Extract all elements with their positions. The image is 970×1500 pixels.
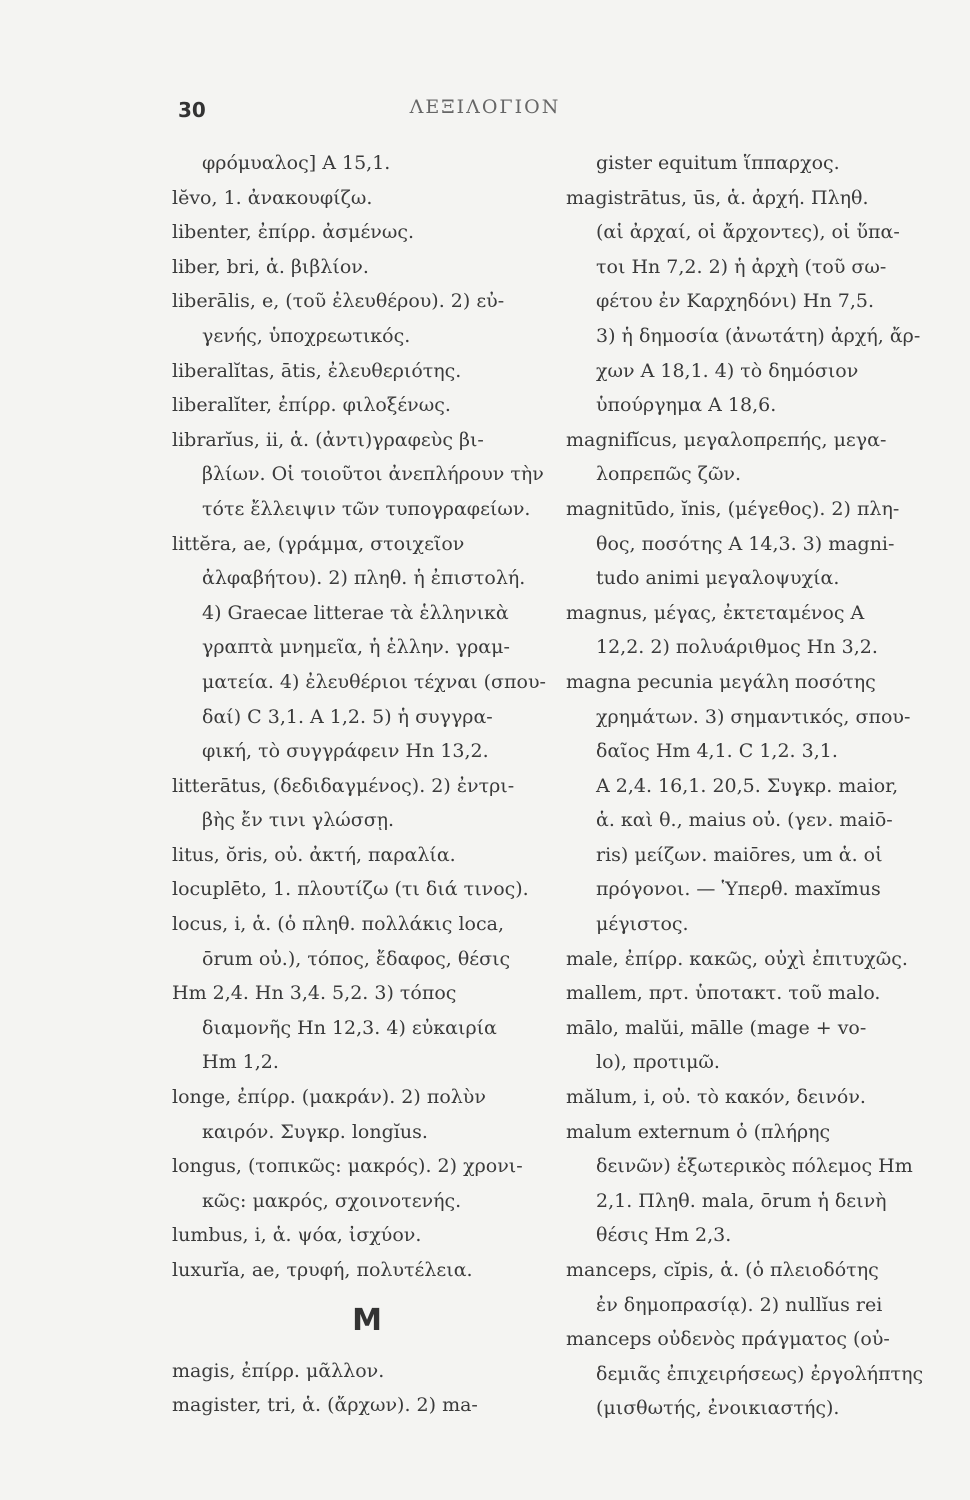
dictionary-line: gister equitum ἵππαρχος.: [596, 152, 840, 174]
dictionary-line: liberalĭter, ἐπίρρ. φιλοξένως.: [172, 394, 451, 417]
page-number: 30: [178, 98, 206, 122]
dictionary-line: liber, bri, ἁ. βιβλίον.: [172, 255, 369, 278]
dictionary-line: ματεία. 4) ἐλευθέριοι τέχναι (σπου-: [202, 670, 546, 693]
dictionary-line: locus, i, ἁ. (ὁ πληθ. πολλάκις loca,: [172, 913, 504, 936]
left-column: [172, 146, 567, 1423]
dictionary-line: manceps οὐδενὸς πράγματος (οὐ-: [566, 1328, 890, 1351]
dictionary-line: manceps, cĭpis, ἁ. (ὁ πλειοδότης: [566, 1259, 879, 1281]
dictionary-line: δεινῶν) ἐξωτερικὸς πόλεμος Hm: [596, 1155, 913, 1178]
dictionary-line: μέγιστος.: [596, 913, 689, 936]
dictionary-line: τοι Hn 7,2. 2) ἡ ἀρχὴ (τοῦ σω-: [596, 255, 887, 278]
dictionary-line: 12,2. 2) πολυάριθμος Hn 3,2.: [596, 636, 878, 659]
dictionary-line: liberālis, e, (τοῦ ἐλευθέρου). 2) εὐ-: [172, 290, 505, 313]
dictionary-line: λοπρεπῶς ζῶν.: [596, 463, 742, 486]
dictionary-line: καιρόν. Συγκρ. longĭus.: [202, 1120, 428, 1143]
dictionary-line: τότε ἔλλειψιν τῶν τυπογραφείων.: [202, 497, 531, 520]
dictionary-line: χων A 18,1. 4) τὸ δημόσιον: [596, 359, 859, 382]
section-letter: M: [352, 1302, 382, 1338]
right-column: [566, 146, 966, 1426]
dictionary-line: magistrātus, ūs, ἁ. ἀρχή. Πληθ.: [566, 186, 869, 209]
dictionary-line: magna pecunia μεγάλη ποσότης: [566, 670, 876, 693]
dictionary-line: ris) μείζων. maiōres, um ἁ. οἱ: [596, 843, 883, 866]
dictionary-line: liberalĭtas, ātis, ἐλευθεριότης.: [172, 359, 462, 382]
dictionary-line: male, ἐπίρρ. κακῶς, οὐχὶ ἐπιτυχῶς.: [566, 947, 908, 970]
dictionary-line: 2,1. Πληθ. mala, ōrum ἡ δεινὴ: [596, 1189, 887, 1212]
dictionary-line: libenter, ἐπίρρ. ἀσμένως.: [172, 221, 415, 244]
dictionary-line: Hm 1,2.: [202, 1051, 279, 1074]
dictionary-line: 3) ἡ δημοσία (ἀνωτάτη) ἀρχή, ἄρ-: [596, 324, 921, 347]
dictionary-line: ἀλφαβήτου). 2) πληθ. ἡ ἐπιστολή.: [202, 567, 526, 590]
dictionary-line: magnus, μέγας, ἐκτεταμένος A: [566, 601, 865, 624]
left-entries-before: [172, 146, 567, 1288]
dictionary-line: (αἱ ἀρχαί, οἱ ἄρχοντες), οἱ ὕπα-: [596, 221, 900, 244]
dictionary-line: magnitūdo, ĭnis, (μέγεθος). 2) πλη-: [566, 497, 900, 520]
dictionary-line: librarĭus, ii, ἁ. (ἀντι)γραφεὺς βι-: [172, 428, 484, 451]
dictionary-line: ἁ. καὶ θ., maius οὐ. (γεν. maiō-: [596, 809, 893, 832]
dictionary-line: φρόμυαλος] Α 15,1.: [202, 152, 391, 174]
dictionary-line: magister, tri, ἁ. (ἄρχων). 2) ma-: [172, 1394, 478, 1417]
dictionary-line: luxurĭa, ae, τρυφή, πολυτέλεια.: [172, 1259, 473, 1281]
dictionary-line: Hm 2,4. Hn 3,4. 5,2. 3) τόπος: [172, 982, 457, 1005]
dictionary-line: longe, ἐπίρρ. (μακράν). 2) πολὺν: [172, 1086, 486, 1109]
dictionary-line: littĕra, ae, (γράμμα, στοιχεῖον: [172, 532, 465, 555]
running-head-title: ΛΕΞΙΛΟΓΙΟΝ: [409, 96, 561, 118]
right-entries: [566, 146, 966, 1426]
dictionary-line: ὑπούργημα A 18,6.: [596, 394, 777, 417]
dictionary-line: lĕvo, 1. ἀνακουφίζω.: [172, 186, 373, 209]
dictionary-line: βὴς ἔν τινι γλώσσῃ.: [202, 809, 395, 832]
dictionary-line: locuplēto, 1. πλουτίζω (τι διά τινος).: [172, 878, 529, 901]
dictionary-line: litus, ŏris, οὐ. ἀκτή, παραλία.: [172, 843, 456, 866]
dictionary-line: ōrum οὐ.), τόπος, ἔδαφος, θέσις: [202, 947, 511, 970]
dictionary-line: ἐν δημοπρασίᾳ). 2) nullĭus rei: [596, 1293, 883, 1316]
dictionary-line: γραπτὰ μνημεῖα, ἡ ἑλλην. γραμ-: [202, 636, 510, 659]
left-entries-after: [172, 1354, 567, 1423]
dictionary-line: magnifĭcus, μεγαλοπρεπής, μεγα-: [566, 428, 887, 451]
dictionary-line: χρημάτων. 3) σημαντικός, σπου-: [596, 705, 911, 728]
dictionary-line: lo), προτιμῶ.: [596, 1051, 720, 1074]
dictionary-line: mālo, malŭi, mālle (mage + vo-: [566, 1016, 867, 1039]
dictionary-line: θος, ποσότης A 14,3. 3) magni-: [596, 532, 895, 555]
dictionary-line: φέτου ἐν Καρχηδόνι) Hn 7,5.: [596, 290, 874, 313]
dictionary-line: πρόγονοι. — Ὑπερθ. maxĭmus: [596, 878, 881, 901]
dictionary-line: διαμονῆς Hn 12,3. 4) εὐκαιρία: [202, 1016, 497, 1039]
dictionary-line: A 2,4. 16,1. 20,5. Συγκρ. maior,: [596, 774, 899, 797]
dictionary-line: 4) Graecae litterae τὰ ἑλληνικὰ: [202, 601, 509, 624]
dictionary-line: δαῖος Hm 4,1. C 1,2. 3,1.: [596, 740, 838, 763]
dictionary-line: magis, ἐπίρρ. μᾶλλον.: [172, 1359, 385, 1382]
dictionary-line: κῶς: μακρός, σχοινοτενής.: [202, 1189, 462, 1212]
dictionary-line: θέσις Hm 2,3.: [596, 1224, 732, 1247]
dictionary-line: litterātus, (δεδιδαγμένος). 2) ἐντρι-: [172, 774, 515, 797]
dictionary-line: lumbus, i, ἁ. ψόα, ἰσχύον.: [172, 1224, 422, 1247]
dictionary-line: longus, (τοπικῶς: μακρός). 2) χρονι-: [172, 1155, 523, 1178]
dictionary-line: γενής, ὑποχρεωτικός.: [202, 324, 411, 347]
dictionary-line: δεμιᾶς ἐπιχειρήσεως) ἐργολήπτης: [596, 1362, 924, 1385]
dictionary-line: tudo animi μεγαλοψυχία.: [596, 567, 840, 590]
dictionary-line: βλίων. Οἱ τοιοῦτοι ἀνεπλήρουν τὴν: [202, 463, 544, 486]
dictionary-line: φική, τὸ συγγράφειν Hn 13,2.: [202, 740, 489, 763]
dictionary-line: δαί) C 3,1. A 1,2. 5) ἡ συγγρα-: [202, 705, 493, 728]
dictionary-line: mălum, i, οὐ. τὸ κακόν, δεινόν.: [566, 1086, 866, 1109]
dictionary-line: mallem, πρτ. ὑποτακτ. τοῦ malo.: [566, 982, 881, 1005]
dictionary-line: (μισθωτής, ἐνοικιαστής).: [596, 1397, 840, 1420]
dictionary-line: malum externum ὁ (πλήρης: [566, 1120, 831, 1143]
